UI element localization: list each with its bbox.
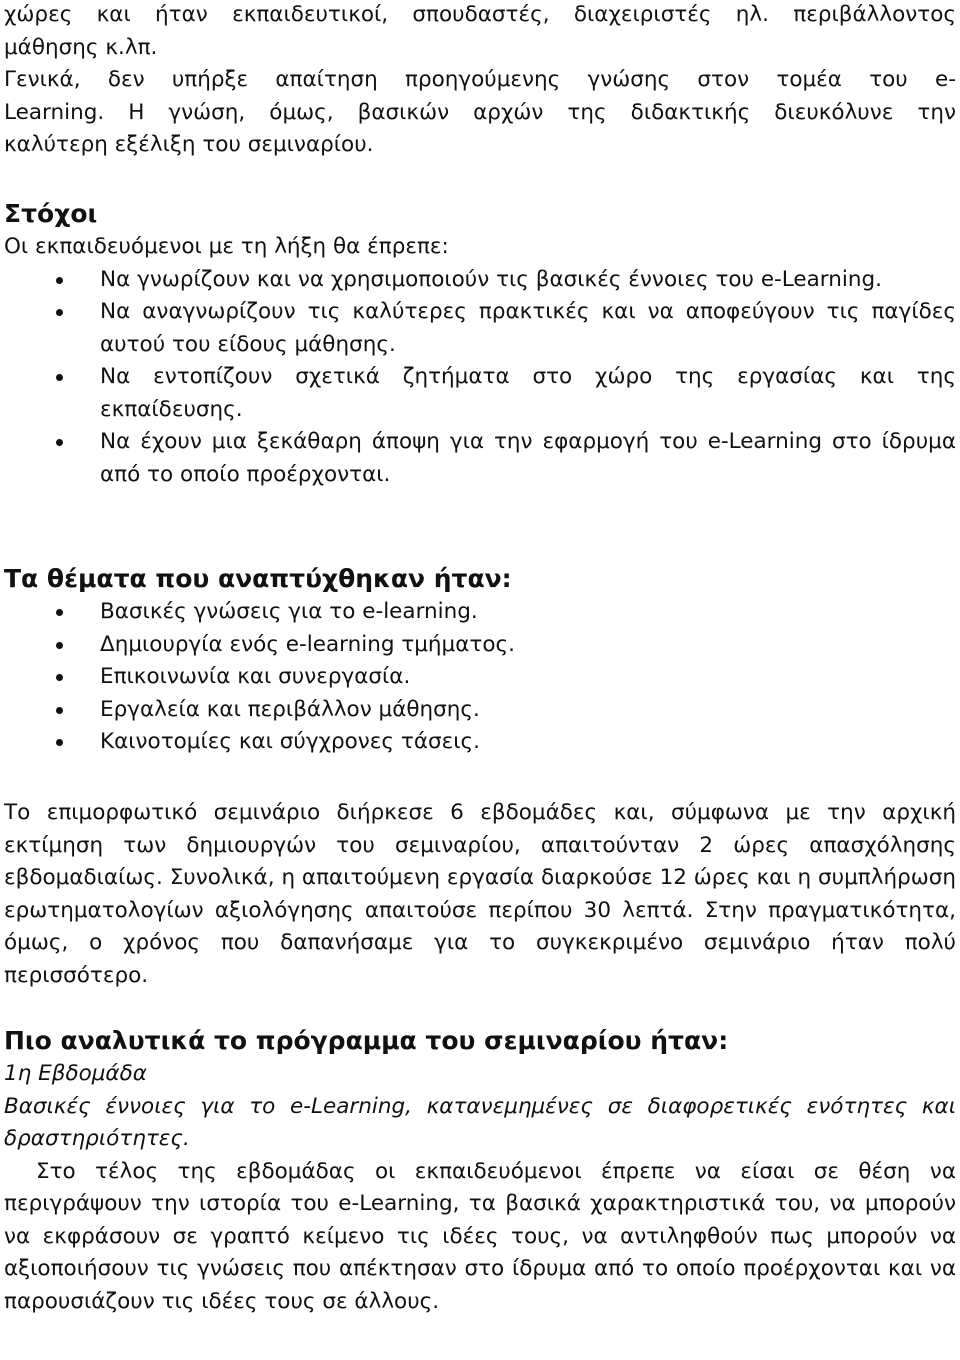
bullet-icon (56, 374, 63, 381)
intro-line-3: Γενικά, δεν υπήρξε απαίτηση προηγούμενης γνώσης στον τομέα του e- (4, 67, 956, 92)
program-heading: Πιο αναλυτικά το πρόγραμμα του σεμιναρίου ήταν: (4, 1026, 729, 1055)
goals-list (4, 264, 956, 492)
bullet-icon (56, 439, 63, 446)
list-item: Να έχουν μια ξεκάθαρη άποψη για την εφαρμογή του e-Learning στο ίδρυμα από το οποίο προέρχονται. (4, 426, 956, 491)
list-item: Καινοτομίες και σύγχρονες τάσεις. (4, 726, 956, 759)
goals-heading: Στόχοι (4, 199, 98, 228)
bullet-icon (56, 707, 63, 714)
duration-paragraph: Το επιμορφωτικό σεμινάριο διήρκεσε 6 εβδομάδες και, σύμφωνα με την αρχική εκτίμηση των δημιουργών του σεμιναρίου, απαιτούνταν 2 ώρες απασχόλησης εβδομαδιαίως. Συνολικά, η απαιτούμενη εργασία διαρκούσε 12 ώρες και η συμπλήρωση ερωτηματολογίων αξιολόγησης απαιτούσε περίπου 30 λεπτά. Στην πραγματικότητα, όμως, ο χρόνος που δαπανήσαμε για το συγκεκριμένο σεμινάριο ήταν πολύ περισσότερο. (4, 800, 956, 988)
intro-section (4, 0, 956, 162)
bullet-icon (56, 309, 63, 316)
program-section (4, 1024, 956, 1318)
list-item: Εργαλεία και περιβάλλον μάθησης. (4, 694, 956, 727)
intro-line-1: χώρες και ήταν εκπαιδευτικοί, σπουδαστές, διαχειριστές ηλ. περιβάλλοντος (4, 2, 956, 27)
goals-intro: Οι εκπαιδευόμενοι με τη λήξη θα έπρεπε: (4, 234, 449, 259)
list-item: Επικοινωνία και συνεργασία. (4, 661, 956, 694)
bullet-icon (56, 609, 63, 616)
list-item: Βασικές γνώσεις για το e-learning. (4, 596, 956, 629)
duration-section (4, 797, 956, 993)
list-item: Να αναγνωρίζουν τις καλύτερες πρακτικές και να αποφεύγουν τις παγίδες αυτού του είδους μάθησης. (4, 296, 956, 361)
bullet-icon (56, 674, 63, 681)
bullet-icon (56, 277, 63, 284)
list-item: Να εντοπίζουν σχετικά ζητήματα στο χώρο της εργασίας και της εκπαίδευσης. (4, 361, 956, 426)
list-item: Να γνωρίζουν και να χρησιμοποιούν τις βασικές έννοιες του e-Learning. (4, 264, 956, 297)
bullet-icon (56, 642, 63, 649)
week-paragraph: Στο τέλος της εβδομάδας οι εκπαιδευόμενοι έπρεπε να είσαι σε θέση να περιγράψουν την ιστορία του e-Learning, τα βασικά χαρακτηριστικά του, να μπορούν να εκφράσουν σε γραπτό κείμενο τις ιδέες τους, να αντιληφθούν πως μπορούν να αξιοποιήσουν τις γνώσεις που απέκτησαν στο ίδρυμα από το οποίο προέρχονται και να παρουσιάζουν τις ιδέες τους σε άλλους. (4, 1158, 956, 1314)
intro-line-4: Learning. Η γνώση, όμως, βασικών αρχών της διδακτικής διευκόλυνε την (4, 99, 956, 125)
intro-line-2: μάθησης κ.λπ. (4, 34, 158, 60)
list-item: Δημιουργία ενός e-learning τμήματος. (4, 629, 956, 662)
topics-list (4, 596, 956, 759)
bullet-icon (56, 739, 63, 746)
intro-line-5: καλύτερη εξέλιξη του σεμιναρίου. (4, 132, 374, 157)
topics-heading: Τα θέματα που αναπτύχθηκαν ήταν: (4, 564, 512, 593)
week-subtitle: Βασικές έννοιες για το e-Learning, κατανεμημένες σε διαφορετικές ενότητες και δραστηριότητες. (4, 1093, 956, 1151)
week-title: 1η Εβδομάδα (4, 1061, 147, 1086)
goals-section (4, 197, 956, 491)
topics-section (4, 562, 956, 759)
